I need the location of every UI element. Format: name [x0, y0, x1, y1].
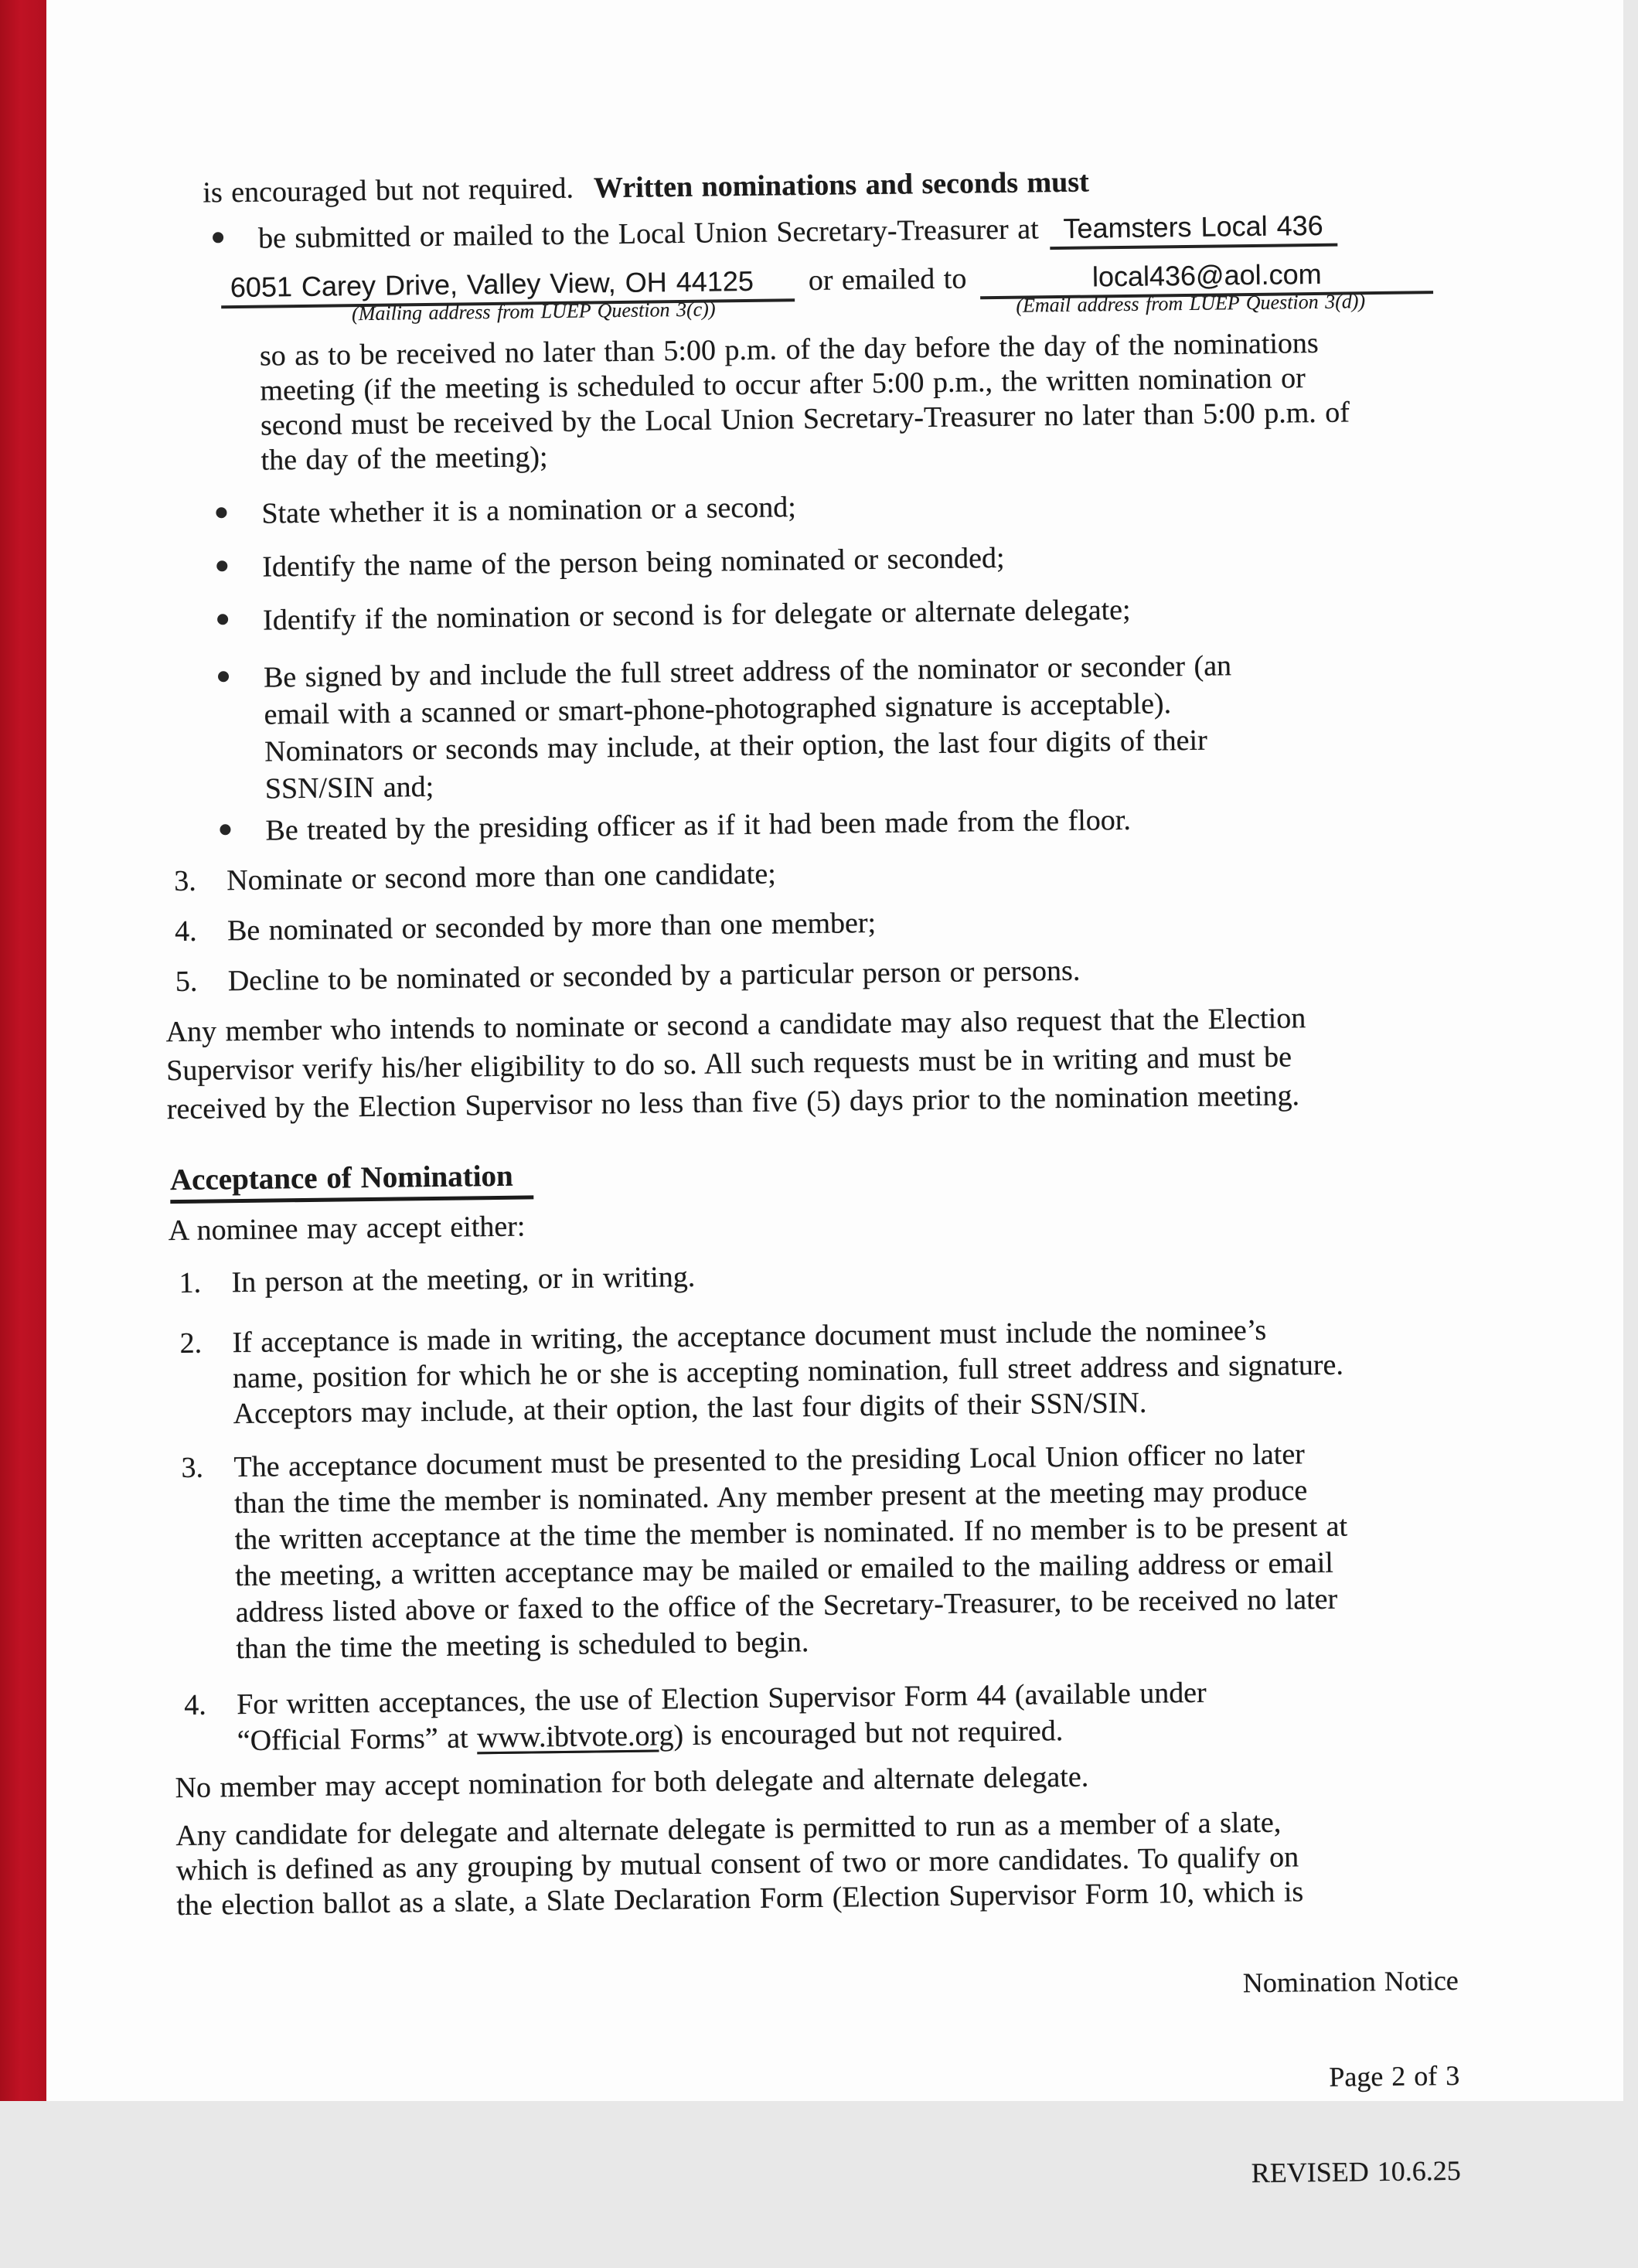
email-address-caption: (Email address from LUEP Question 3(d)) [1016, 290, 1366, 317]
intro-regular-text: is encouraged but not required. [203, 172, 574, 209]
body-line: the meeting, a written acceptance may be mailed or emailed to the mailing address or email [234, 1546, 1334, 1593]
footer-page-number: Page 2 of 3 [1329, 2059, 1460, 2093]
body-line: which is defined as any grouping by mutual consent of two or more candidates. To qualify on [175, 1841, 1299, 1888]
body-line: email with a scanned or smart-phone-photographed signature is acceptable). [264, 687, 1172, 731]
accept-item-2 [179, 1312, 1344, 1432]
item-number: 2. [179, 1326, 203, 1360]
ibtvote-url-text: www.ibtvote.org [476, 1719, 674, 1755]
body-line: second must be received by the Local Union Secretary-Treasurer no later than 5:00 p.m. of [260, 396, 1350, 442]
line-pre-text: “Official Forms” at [237, 1721, 478, 1758]
paragraph-eligibility [165, 999, 1306, 1129]
bullet-submit-text: be submitted or mailed to the Local Union Secretary-Treasurer at [257, 213, 1039, 255]
or-emailed-to-text: or emailed to [808, 262, 967, 297]
body-line: so as to be received no later than 5:00 p.m. of the day before the day of the nominations [259, 326, 1319, 373]
body-line: Acceptors may include, at their option, the last four digits of their SSN/SIN. [233, 1386, 1147, 1431]
bullet-treated-presiding: Be treated by the presiding officer as if it had been made from the floor. [265, 803, 1132, 847]
body-line: Any member who intends to nominate or second a candidate may also request that the Election [165, 1002, 1306, 1049]
body-line: the election ballot as a slate, a Slate Declaration Form (Election Supervisor Form 10, which is [176, 1875, 1304, 1922]
body-line: Any candidate for delegate and alternate delegate is permitted to run as a member of a slate, [175, 1806, 1282, 1853]
body-line: The acceptance document must be presented to the presiding Local Union officer no later [233, 1438, 1306, 1484]
numbered-item-4 [174, 906, 877, 948]
body-line: received by the Election Supervisor no less than five (5) days prior to the nomination meeting. [166, 1079, 1300, 1126]
intro-line [203, 165, 1089, 210]
body-line: than the time the meeting is scheduled to begin. [236, 1626, 809, 1666]
body-line: name, position for which he or she is accepting nomination, full street address and signature. [232, 1348, 1344, 1395]
accept-item-1 [179, 1260, 696, 1300]
body-line: the written acceptance at the time the member is nominated. If no member is to be present at [234, 1510, 1348, 1557]
field-mailing-address: 6051 Carey Drive, Valley View, OH 44125 [221, 264, 795, 308]
accept-item-3 [181, 1436, 1349, 1668]
body-line: the day of the meeting); [261, 441, 548, 477]
body-line: meeting (if the meeting is scheduled to occur after 5:00 p.m., the written nomination or [260, 362, 1306, 407]
body-line: Be signed by and include the full street address of the nominator or seconder (an [263, 649, 1232, 694]
item-number: 4. [184, 1688, 207, 1721]
line-post-text: ) is encouraged but not required. [673, 1715, 1064, 1752]
section-heading-acceptance [170, 1158, 533, 1197]
body-line: Supervisor verify his/her eligibility to do so. All such requests must be in writing and must be [166, 1040, 1292, 1088]
bullet-submit-line1 [258, 209, 1337, 260]
body-line: SSN/SIN and; [264, 770, 434, 805]
field-local-union-name: Teamsters Local 436 [1049, 209, 1337, 250]
item-text: Nominate or second more than one candidate; [226, 857, 776, 897]
item-number: 1. [179, 1266, 202, 1300]
intro-bold-text: Written nominations and seconds must [593, 165, 1089, 205]
item-number: 4. [174, 914, 197, 948]
mailing-address-caption: (Mailing address from LUEP Question 3(c)) [351, 298, 716, 325]
numbered-item-5 [175, 954, 1081, 999]
bullet-state-nomination: State whether it is a nomination or a second; [261, 491, 797, 530]
footer-revised-date: REVISED 10.6.25 [1251, 2154, 1462, 2189]
item-text: In person at the meeting, or in writing. [231, 1260, 696, 1299]
item-number: 3. [174, 864, 197, 898]
bullet-identify-delegate: Identify if the nomination or second is for delegate or alternate delegate; [262, 593, 1131, 637]
item-text: Be nominated or seconded by more than one member; [226, 906, 877, 948]
paragraph-slate [175, 1805, 1303, 1923]
paragraph-no-member: No member may accept nomination for both delegate and alternate delegate. [175, 1760, 1089, 1805]
item-number: 5. [175, 965, 198, 999]
body-line: For written acceptances, the use of Election Supervisor Form 44 (available under [237, 1676, 1207, 1721]
section-heading-text: Acceptance of Nomination [170, 1159, 533, 1204]
body-line: Nominators or seconds may include, at their option, the last four digits of their [264, 724, 1207, 768]
section-lead-line: A nominee may accept either: [168, 1210, 526, 1248]
accept-item-4 [184, 1675, 1207, 1759]
bullet-submit-continuation [260, 325, 1350, 478]
footer-title: Nomination Notice [1242, 1964, 1459, 1999]
field-email-address: local436@aol.com [980, 257, 1434, 299]
item-number: 3. [181, 1451, 204, 1485]
page-footer [1242, 1902, 1462, 2253]
body-line: If acceptance is made in writing, the acceptance document must include the nominee’s [232, 1313, 1267, 1360]
body-line: address listed above or faxed to the office of the Secretary-Treasurer, to be received no later [235, 1582, 1338, 1629]
bullet-signed-address [264, 647, 1233, 807]
item-text: Decline to be nominated or seconded by a particular person or persons. [227, 954, 1081, 998]
body-line: than the time the member is nominated. Any member present at the meeting may produce [233, 1474, 1308, 1521]
numbered-item-3 [174, 857, 776, 898]
bullet-identify-name: Identify the name of the person being nominated or seconded; [262, 541, 1005, 584]
